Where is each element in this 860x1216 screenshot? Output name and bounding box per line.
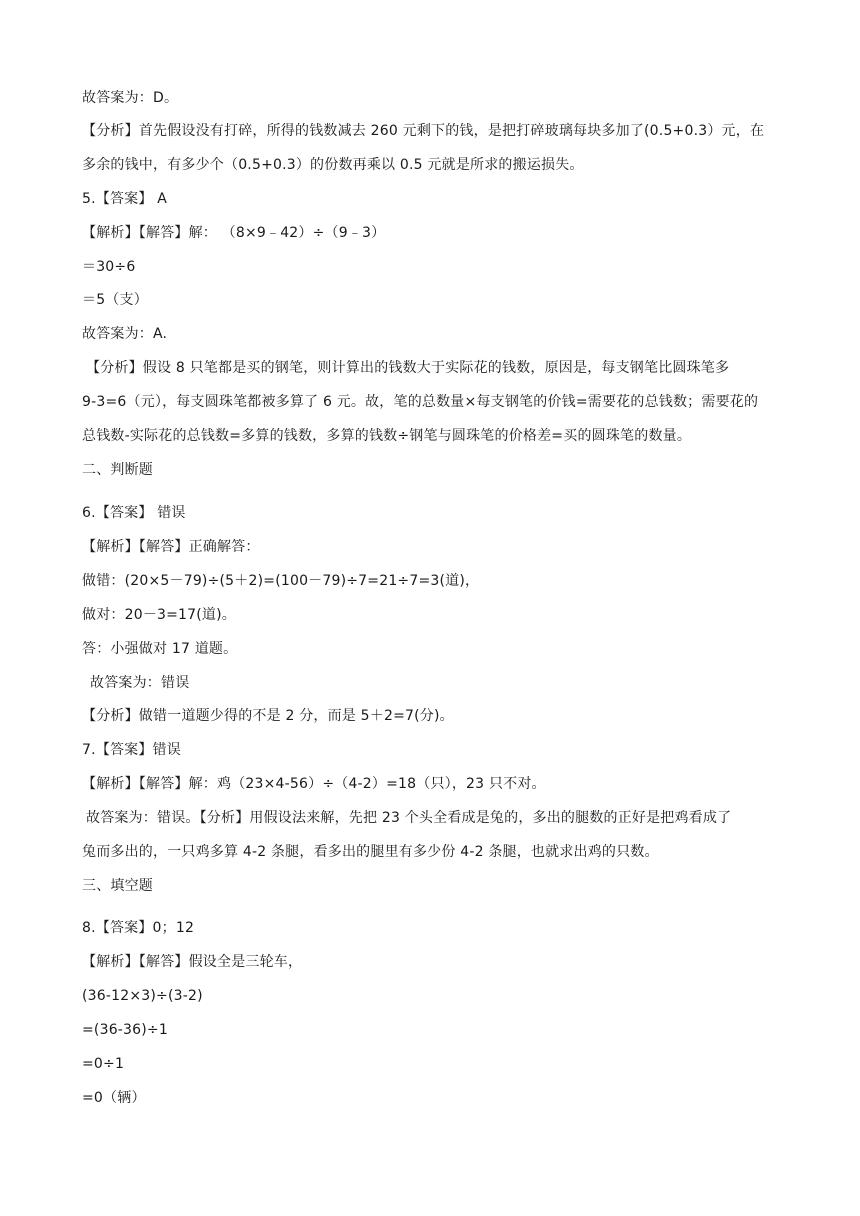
text-line: 【解析】【解答】假设全是三轮车，	[82, 954, 303, 970]
text-line: 兔而多出的，一只鸡多算 4-2 条腿，看多出的腿里有多少份 4-2 条腿，也就求出鸡的只数。	[82, 844, 659, 860]
text-line: ＝30÷6	[82, 259, 136, 275]
question-6-answer: 6.【答案】 错误	[82, 505, 186, 521]
text-line: 做错：(20×5－79)÷(5＋2)=(100－79)÷7=21÷7=3(道)，	[82, 573, 480, 589]
question-5-answer: 5.【答案】 A	[82, 191, 167, 207]
text-line: 总钱数-实际花的总钱数=多算的钱数，多算的钱数÷钢笔与圆珠笔的价格差=买的圆珠笔的数量。	[82, 428, 692, 444]
question-7-answer: 7.【答案】错误	[82, 742, 181, 758]
text-line: 故答案为：错误	[90, 675, 190, 691]
text-line: 9-3=6（元），每支圆珠笔都被多算了 6 元。故，笔的总数量×每支钢笔的价钱=需要花的总钱数；需要花的	[82, 394, 759, 410]
section-heading: 三、填空题	[82, 878, 153, 894]
text-line: 【分析】首先假设没有打碎，所得的钱数减去 260 元剩下的钱，是把打碎玻璃每块多加了(0.5+0.3）元，在	[82, 123, 765, 139]
text-line: 【解析】【解答】正确解答：	[82, 539, 260, 555]
text-line: 故答案为：D。	[82, 90, 179, 106]
text-line: =(36-36)÷1	[82, 1022, 168, 1038]
text-line: 答：小强做对 17 道题。	[82, 641, 238, 657]
text-line: 【解析】【解答】解： （8×9﹣42）÷（9﹣3）	[82, 225, 386, 241]
question-8-answer: 8.【答案】0；12	[82, 920, 195, 936]
text-line: 【分析】做错一道题少得的不是 2 分，而是 5＋2=7(分)。	[82, 708, 454, 724]
text-line: =0÷1	[82, 1056, 125, 1072]
text-line: 做对：20－3=17(道)。	[82, 607, 236, 623]
text-line: =0（辆）	[82, 1090, 146, 1106]
text-line: 多余的钱中，有多少个（0.5+0.3）的份数再乘以 0.5 元就是所求的搬运损失。	[82, 157, 584, 173]
text-line: 【分析】假设 8 只笔都是买的钢笔，则计算出的钱数大于实际花的钱数，原因是，每支钢笔比圆珠笔多	[86, 360, 730, 376]
text-line: 故答案为：A.	[82, 326, 168, 342]
text-line: (36-12×3)÷(3-2)	[82, 988, 203, 1004]
section-heading: 二、判断题	[82, 462, 153, 478]
text-line: 【解析】【解答】解：鸡（23×4-56）÷（4-2）=18（只），23 只不对。	[82, 776, 546, 792]
text-line: ＝5（支）	[82, 292, 148, 308]
text-line: 故答案为：错误。【分析】用假设法来解，先把 23 个头全看成是兔的，多出的腿数的正好是把鸡看成了	[86, 810, 732, 826]
